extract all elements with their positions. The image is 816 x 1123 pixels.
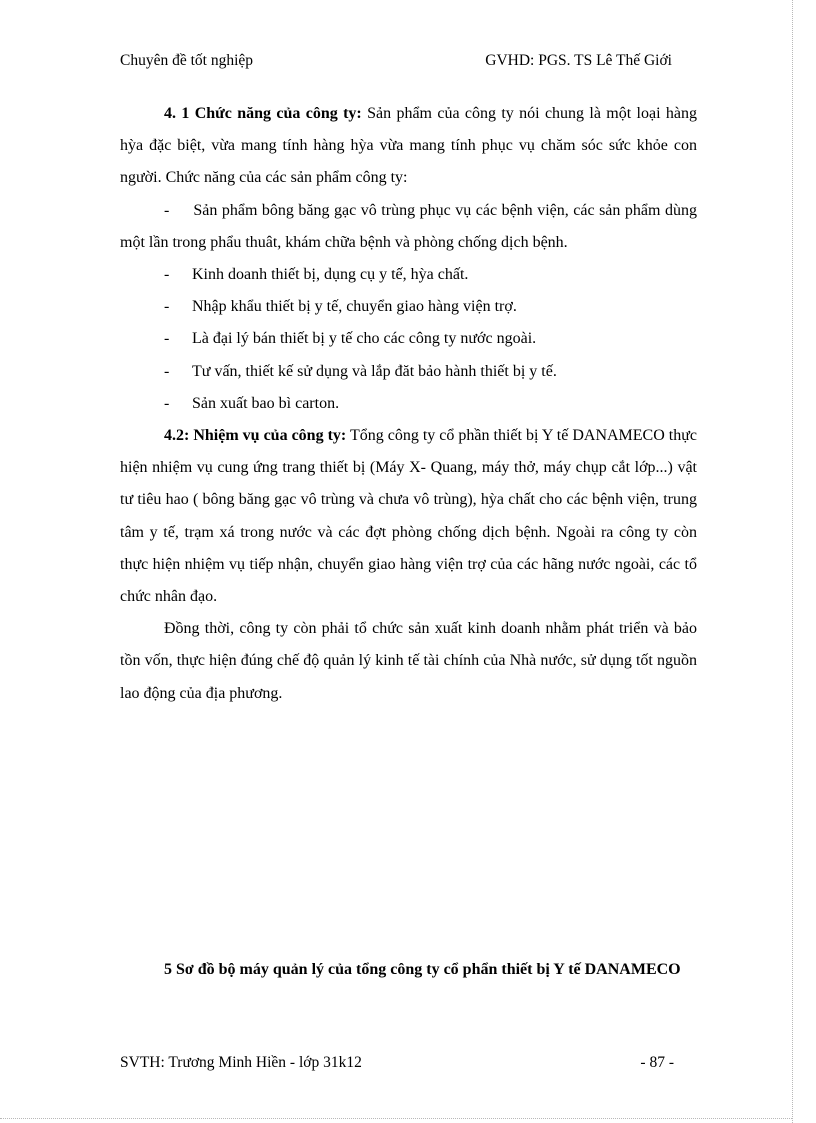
header-left-title: Chuyên đề tốt nghiệp: [120, 52, 254, 69]
list-item-text: Tư vấn, thiết kế sử dụng và lắp đăt bảo hành thiết bị y tế.: [192, 362, 557, 380]
section-4-2-text: Tổng công ty cổ phần thiết bị Y tế DANAMECO thực hiện nhiệm vụ cung ứng trang thiết bị (Máy X- Quang, máy thở, máy chụp cắt lớp...) vật tư tiêu hao ( bông băng gạc vô trùng và chưa vô trùng), hỳa chất cho các bệnh viện, trung tâm y tế, trạm xá trong nước và các đợt phòng chống dịch bệnh. Ngoài ra công ty còn thực hiện nhiệm vụ tiếp nhận, chuyển giao hàng viện trợ của các hãng nước ngoài, các tổ chức nhân đạo.: [120, 427, 697, 606]
list-item-text: Là đại lý bán thiết bị y tế cho các công ty nước ngoài.: [192, 330, 537, 348]
dash-bullet: -: [164, 330, 170, 348]
section-4-2-paragraph-2: Đồng thời, công ty còn phải tổ chức sản xuất kinh doanh nhằm phát triển và bảo tồn vốn, thực hiện đúng chế độ quản lý kinh tế tài chính của Nhà nước, sử dụng tốt nguồn lao động của địa phương.: [120, 620, 697, 702]
page-number: - 87 -: [640, 1054, 674, 1071]
dash-bullet: -: [164, 298, 170, 316]
page-margin-right-guide: [792, 0, 793, 1123]
list-item: [120, 356, 697, 388]
section-4-1-paragraph: [120, 98, 697, 195]
section-5-heading: 5 Sơ đồ bộ máy quản lý của tổng công ty cổ phẩn thiết bị Y tế DANAMECO: [164, 961, 681, 978]
list-item-text: Sản xuất bao bì carton.: [192, 394, 340, 412]
list-item-text: Kinh doanh thiết bị, dụng cụ y tế, hỳa chất.: [192, 266, 469, 284]
list-item-text: Nhập khẩu thiết bị y tế, chuyển giao hàng viện trợ.: [192, 298, 517, 316]
dash-bullet: -: [164, 201, 170, 219]
list-item: [120, 259, 697, 291]
list-item-text: Sản phẩm bông băng gạc vô trùng phục vụ các bệnh viện, các sản phẩm dùng một lần trong phẩu thuât, khám chữa bệnh và phòng chống dịch bệnh.: [120, 201, 697, 251]
section-4-2-paragraph: [120, 420, 697, 613]
dash-bullet: -: [164, 394, 170, 412]
document-body: [120, 98, 697, 710]
dash-bullet: -: [164, 362, 170, 380]
list-item: [120, 291, 697, 323]
footer-student: SVTH: Trương Minh Hiền - lớp 31k12: [120, 1054, 362, 1071]
header-right-advisor: GVHD: PGS. TS Lê Thế Giới: [485, 52, 672, 69]
section-4-2-heading: 4.2: Nhiệm vụ của công ty:: [164, 427, 347, 445]
list-item: [120, 388, 697, 420]
dash-bullet: -: [164, 266, 170, 284]
list-item: [120, 323, 697, 355]
section-4-1-heading: 4. 1 Chức năng của công ty:: [164, 105, 362, 122]
list-item: [120, 195, 697, 259]
section-4-1-intro: Sản phẩm của công ty nói chung là một loại hàng hỳa đặc biệt, vừa mang tính hàng hỳa vừa mang tính phục vụ chăm sóc sức khỏe con người. Chức năng của các sản phẩm công ty:: [120, 105, 698, 187]
page-margin-bottom-guide: [0, 1118, 792, 1119]
